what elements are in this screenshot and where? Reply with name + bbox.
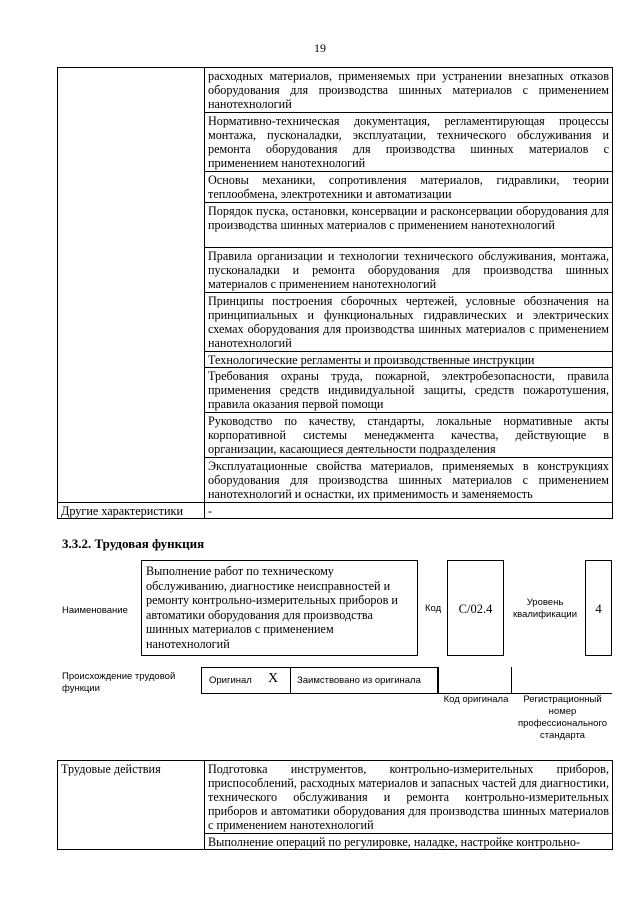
table-row: Руководство по качеству, стандарты, локальные нормативные акты корпоративной системы менеджмента качества, действующие в организации, касающиеся деятельности подразделения	[205, 413, 613, 458]
table-row: Требования охраны труда, пожарной, электробезопасности, правила применения средств индивидуальной защиты, средств пожаротушения, правила оказания первой помощи	[205, 368, 613, 413]
original-mark: X	[268, 671, 279, 686]
code-box	[447, 560, 504, 656]
original-label: Оригинал	[209, 675, 252, 686]
function-name: Выполнение работ по техническому обслуживанию, диагностике неисправностей и ремонту контрольно-измерительных приборов и автоматики оборудования для производства шинных материалов с применением нанотехнологий	[146, 564, 398, 651]
origin-divider	[290, 667, 291, 694]
borrowed-label: Заимствовано из оригинала	[297, 675, 421, 686]
origin-divider	[438, 667, 439, 694]
reg-number-label: Регистрационный номер профессионального стандарта	[518, 694, 607, 741]
other-characteristics-label: Другие характеристики	[58, 503, 205, 519]
section-title: 3.3.2. Трудовая функция	[62, 536, 205, 551]
table-row: Правила организации и технологии технического обслуживания, монтажа, пусконаладки и ремонта оборудования для производства шинных материалов с применением нанотехнологий	[205, 248, 613, 293]
level-label: Уровень квалификации	[512, 597, 578, 620]
function-name-box	[141, 560, 418, 656]
table-row: Эксплуатационные свойства материалов, применяемых в конструкциях оборудования для производства шинных материалов с применением нанотехнологий и оснастки, их применимость и заменяемость	[205, 458, 613, 503]
table-row: Основы механики, сопротивления материалов, гидравлики, теории теплообмена, электротехники и автоматизации	[205, 172, 613, 203]
table-row: Технологические регламенты и производственные инструкции	[205, 352, 613, 368]
table-row: Подготовка инструментов, контрольно-измерительных приборов, приспособлений, расходных материалов и запасных частей для диагностики, технического обслуживания и ремонта контрольно-измерительных приборов и автоматики оборудования для производства шинных материалов с применением нанотехнологий	[205, 761, 613, 834]
table-row: расходных материалов, применяемых при устранении внезапных отказов оборудования для производства шинных материалов с применением нанотехнологий	[205, 68, 613, 113]
labor-actions-label: Трудовые действия	[58, 761, 205, 850]
level-box	[585, 560, 612, 656]
code-value: С/02.4	[458, 602, 493, 616]
code-label: Код	[425, 603, 442, 614]
labor-actions-table	[57, 760, 613, 850]
table-row: Принципы построения сборочных чертежей, условные обозначения на принципиальных и функциональных гидравлических и электрических схемах оборудования для производства шинных материалов с применением нанотехнологий	[205, 293, 613, 352]
table-row: Нормативно-техническая документация, регламентирующая процессы монтажа, пусконаладки, эксплуатации, технического обслуживания и ремонта оборудования для производства шинных материалов с применением нанотехнологий	[205, 113, 613, 172]
origin-divider	[511, 667, 512, 694]
knowledge-table	[57, 67, 613, 519]
table-row: Порядок пуска, остановки, консервации и расконсервации оборудования для производства шинных материалов с применением нанотехнологий	[205, 203, 613, 248]
code-original-label: Код оригинала	[443, 694, 509, 705]
other-characteristics-value: -	[205, 503, 613, 519]
page-number: 19	[314, 41, 326, 55]
empty-label-cell	[58, 68, 205, 503]
table-row: Выполнение операций по регулировке, наладке, настройке контрольно-	[205, 834, 613, 850]
name-label: Наименование	[62, 605, 128, 616]
level-value: 4	[595, 601, 602, 616]
origin-label: Происхождение трудовой функции	[62, 671, 176, 694]
